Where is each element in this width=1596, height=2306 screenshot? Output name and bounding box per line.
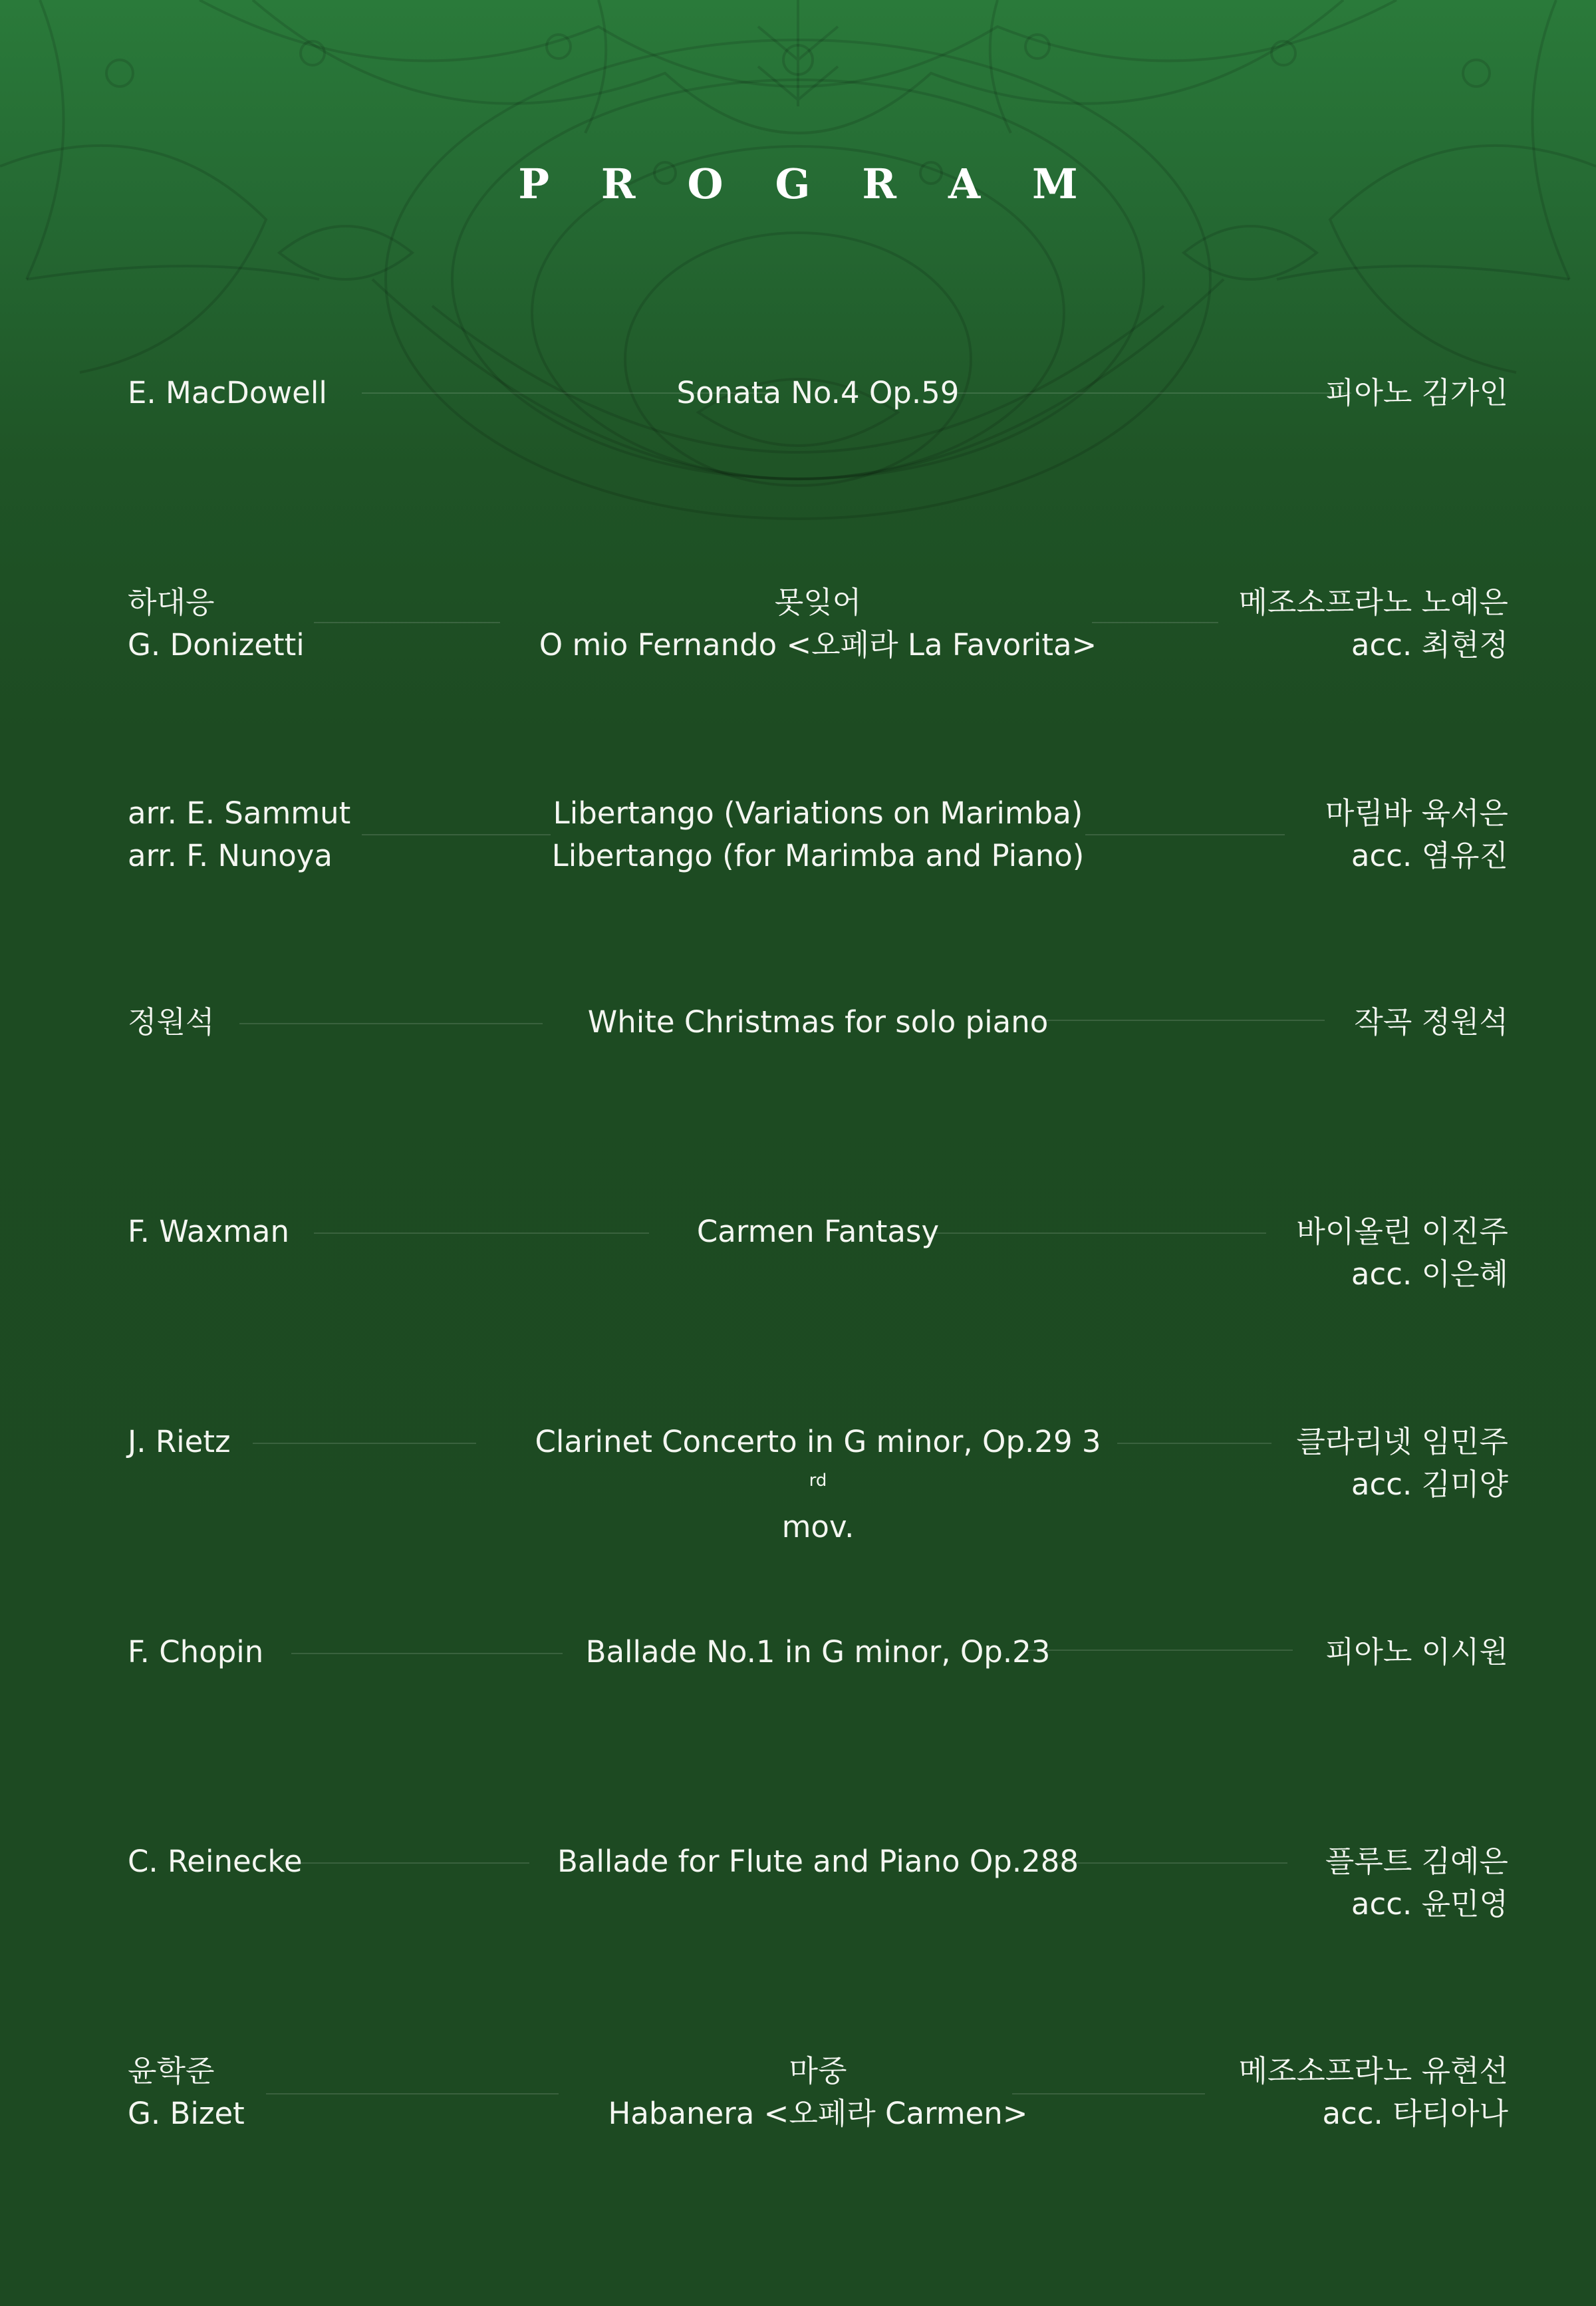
program-item (128, 2050, 1508, 2135)
program-item (128, 792, 1508, 877)
piece-line: Habanera <오페라 Carmen> (608, 2096, 1028, 2131)
divider (1117, 1443, 1271, 1444)
performer-line: acc. 윤민영 (1351, 1886, 1508, 1922)
composer-line: G. Donizetti (128, 627, 305, 662)
piece-line: White Christmas for solo piano (587, 1004, 1049, 1040)
program-item (128, 1001, 1508, 1044)
program-item (128, 1421, 1508, 1544)
performer-line: acc. 김미양 (1351, 1467, 1508, 1502)
piece-line: Ballade for Flute and Piano Op.288 (557, 1844, 1079, 1879)
performer-line: 마림바 육서은 (1325, 795, 1508, 831)
performer-line: 메조소프라노 유현선 (1238, 2053, 1508, 2089)
performer-line: acc. 이은혜 (1351, 1256, 1508, 1292)
performer (1238, 2050, 1508, 2135)
performer-line: 메조소프라노 노예은 (1238, 585, 1508, 620)
program-item (128, 1840, 1508, 1926)
performer (1238, 581, 1508, 666)
composer-line: F. Waxman (128, 1214, 290, 1249)
performer (1354, 1001, 1508, 1044)
piece-line: 마중 (789, 2053, 847, 2089)
performer-line: 바이올린 이진주 (1296, 1214, 1508, 1249)
piece-line: O mio Fernando <오페라 La Favorita> (539, 627, 1097, 662)
program-item (128, 1211, 1508, 1296)
divider (1035, 1020, 1325, 1021)
piece-line: Carmen Fantasy (696, 1214, 940, 1249)
performer-line: 피아노 김가인 (1325, 375, 1508, 410)
composer-line: C. Reinecke (128, 1844, 303, 1879)
performer-line: acc. 최현정 (1351, 627, 1508, 662)
floral-mandala-ornament-icon (0, 0, 1596, 599)
divider (931, 1232, 1266, 1234)
performer-line: 클라리넷 임민주 (1296, 1424, 1508, 1459)
piece-title (128, 1001, 1508, 1044)
ordinal-suffix: rd (809, 1471, 827, 1491)
performer (1296, 1211, 1508, 1296)
performer-line: 작곡 정원석 (1354, 1004, 1508, 1040)
program-item (128, 1631, 1508, 1673)
program-item (128, 372, 1508, 414)
composer-line: E. MacDowell (128, 375, 327, 410)
performer-line: acc. 염유진 (1351, 838, 1508, 873)
composer-line: J. Rietz (128, 1424, 231, 1459)
piece-line: Libertango (Variations on Marimba) (553, 795, 1083, 831)
performer (1325, 1840, 1508, 1926)
performer-line: 플루트 김예은 (1325, 1844, 1508, 1879)
composer-line: 정원석 (128, 1004, 215, 1040)
composer-line: G. Bizet (128, 2096, 245, 2131)
divider (1012, 2093, 1205, 2094)
piece-line: Sonata No.4 Op.59 (676, 375, 960, 410)
piece-line: 못잊어 (774, 585, 862, 620)
divider (1092, 622, 1218, 623)
piece-text: mov. (781, 1509, 855, 1544)
divider (1059, 1862, 1287, 1864)
composer-line: 윤학준 (128, 2053, 215, 2089)
performer (1325, 1631, 1508, 1673)
program-item (128, 581, 1508, 666)
performer (1296, 1421, 1508, 1506)
performer (1325, 372, 1508, 414)
performer-line: acc. 타티아나 (1322, 2096, 1508, 2131)
page-title: PROGRAM (518, 160, 1130, 208)
piece-line: Libertango (for Marimba and Piano) (551, 838, 1085, 873)
divider (1085, 834, 1285, 835)
composer-line: arr. E. Sammut (128, 795, 351, 831)
piece-line: Ballade No.1 in G minor, Op.23 (585, 1634, 1051, 1669)
performer (1325, 792, 1508, 877)
composer-line: arr. F. Nunoya (128, 838, 332, 873)
composer-line: F. Chopin (128, 1634, 264, 1669)
performer-line: 피아노 이시원 (1325, 1634, 1508, 1669)
divider (950, 392, 1351, 394)
piece-text: Clarinet Concerto in G minor, Op.29 3 (535, 1424, 1101, 1459)
composer-line: 하대응 (128, 585, 215, 620)
divider (1027, 1650, 1293, 1651)
piece-title (128, 1840, 1508, 1883)
piece-title (128, 792, 1508, 877)
piece-title (128, 1631, 1508, 1673)
